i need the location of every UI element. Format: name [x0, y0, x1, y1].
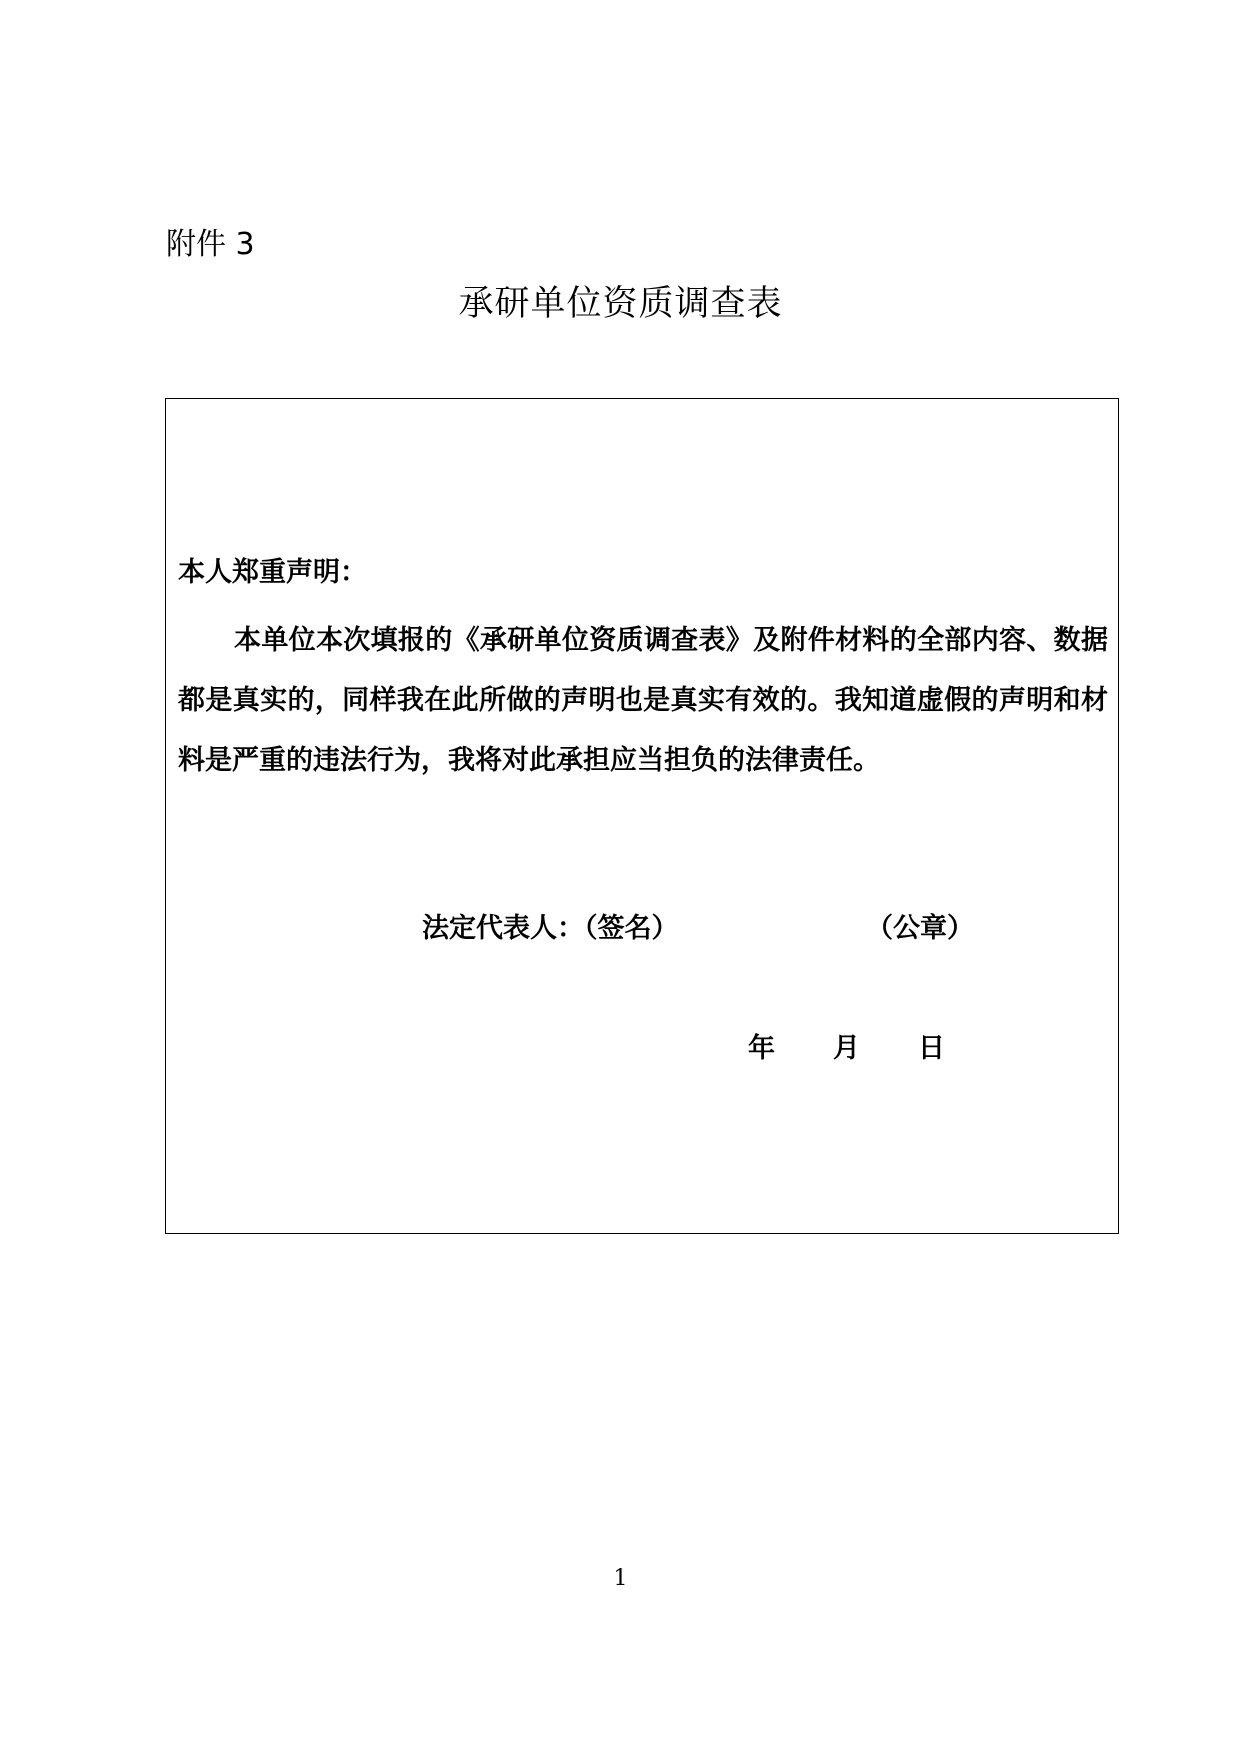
date-day-label: 日 [918, 1033, 945, 1064]
declaration-box [165, 398, 1119, 1234]
page-number: 1 [613, 1566, 628, 1591]
official-seal-label: （公章） [866, 913, 974, 944]
declaration-body: 本单位本次填报的《承研单位资质调查表》及附件材料的全部内容、数据都是真实的，同样我在此所做的声明也是真实有效的。我知道虚假的声明和材料是严重的违法行为，我将对此承担应当担负的法律责任。 [178, 625, 1108, 776]
document-title: 承研单位资质调查表 [458, 284, 783, 324]
attachment-label: 附件 3 [166, 227, 255, 262]
legal-representative-signature-label: 法定代表人：（签名） [422, 913, 679, 944]
declaration-heading: 本人郑重声明： [178, 557, 367, 588]
date-month-label: 月 [833, 1033, 860, 1064]
date-year-label: 年 [748, 1033, 775, 1064]
